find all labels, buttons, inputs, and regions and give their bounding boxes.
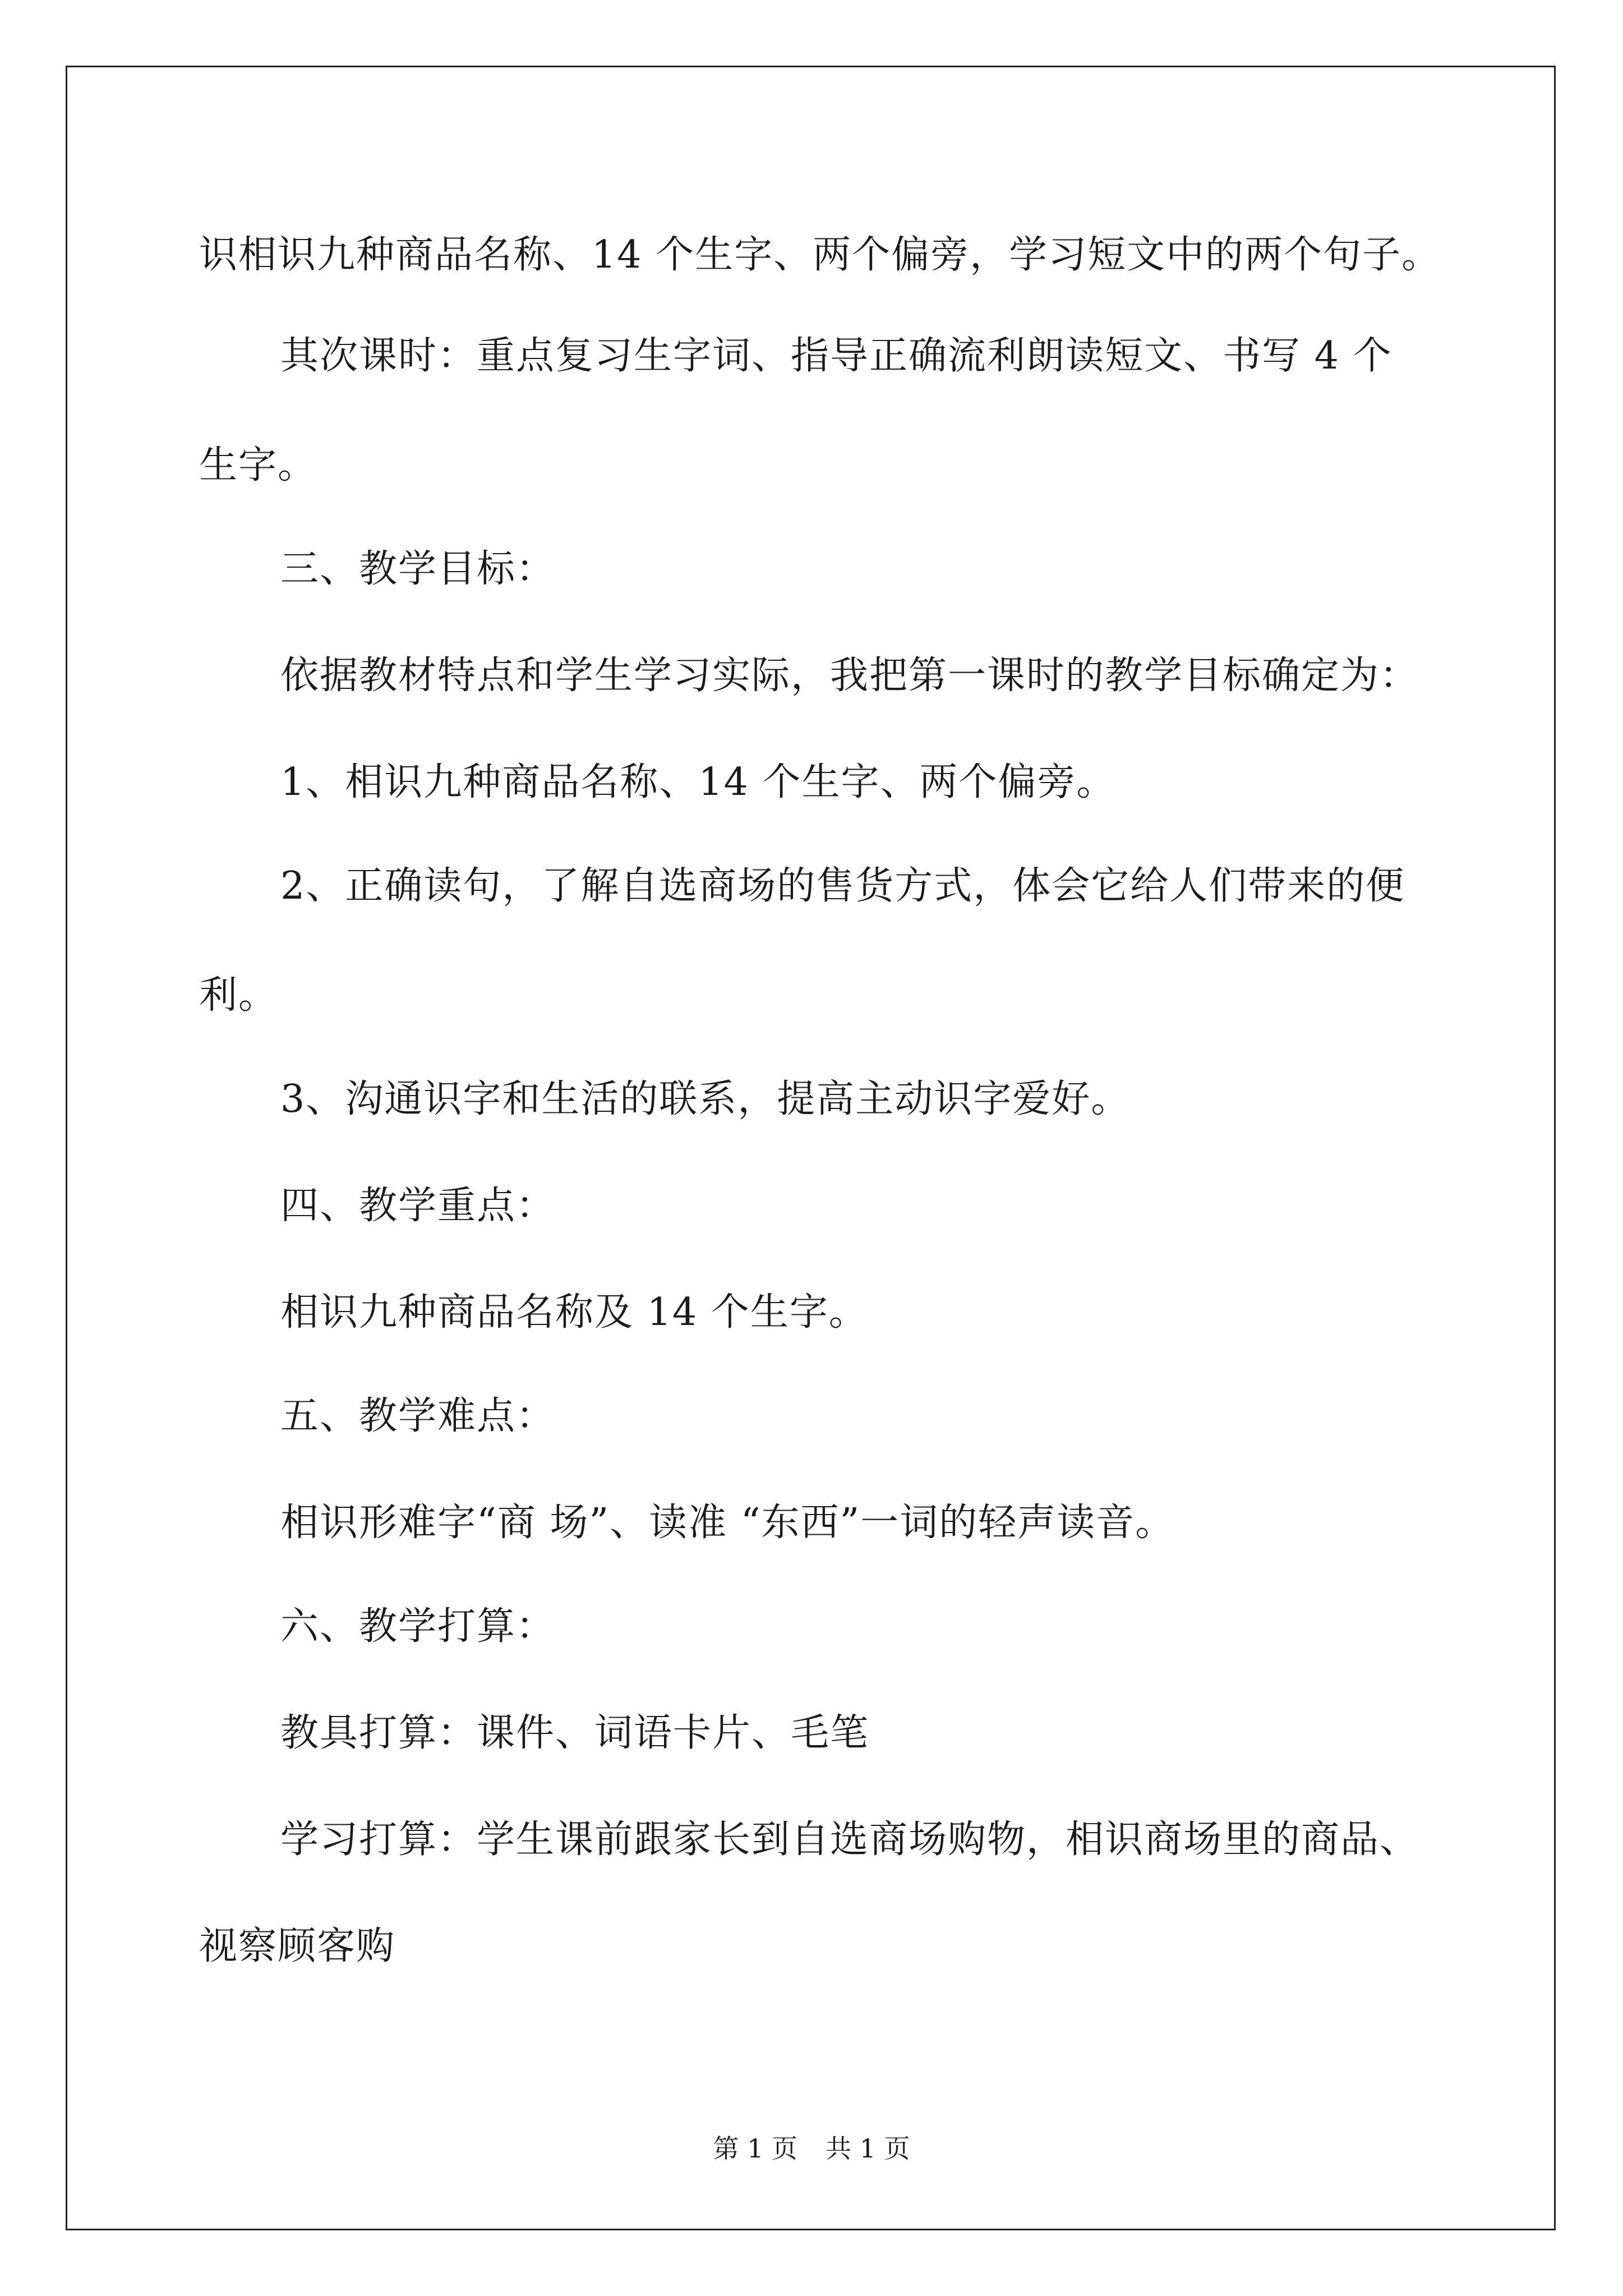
objective-item-1: 1、相识九种商品名称、14 个生字、两个偏旁。 [280,760,1116,804]
body-line-15: 教具打算：课件、词语卡片、毛笔 [280,1711,870,1755]
body-line-3: 生字。 [199,443,317,487]
objective-item-2: 2、正确读句，了解自选商场的售货方式，体会它给人们带来的便 [280,864,1405,908]
body-line-17: 视察顾客购 [199,1924,396,1968]
page-number-total: 共 1 页 [826,2133,910,2164]
section-heading-key-points: 四、教学重点： [280,1184,556,1228]
objective-item-2-cont: 利。 [199,973,278,1018]
section-heading-preparation: 六、教学打算： [280,1604,556,1649]
section-heading-difficulties: 五、教学难点： [280,1394,556,1438]
body-line-11: 相识九种商品名称及 14 个生字。 [280,1290,868,1335]
page-footer [0,2132,1623,2165]
body-line-16: 学习打算：学生课前跟家长到自选商场购物，相识商场里的商品、 [280,1818,1419,1862]
body-line-2: 其次课时：重点复习生字词、指导正确流利朗读短文、书写 4 个 [280,334,1393,378]
page-border [66,66,1556,2230]
page-number-current: 第 1 页 [713,2133,797,2164]
body-line-5: 依据教材特点和学生学习实际，我把第一课时的教学目标确定为： [280,654,1419,698]
body-line-13: 相识形难字“商 场”、读准 “东西”一词的轻声读音。 [280,1501,1175,1545]
body-line-1: 识相识九种商品名称、14 个生字、两个偏旁，学习短文中的两个句子。 [199,233,1441,277]
section-heading-objectives: 三、教学目标： [280,547,556,591]
objective-item-3: 3、沟通识字和生活的联系，提高主动识字爱好。 [280,1077,1131,1121]
